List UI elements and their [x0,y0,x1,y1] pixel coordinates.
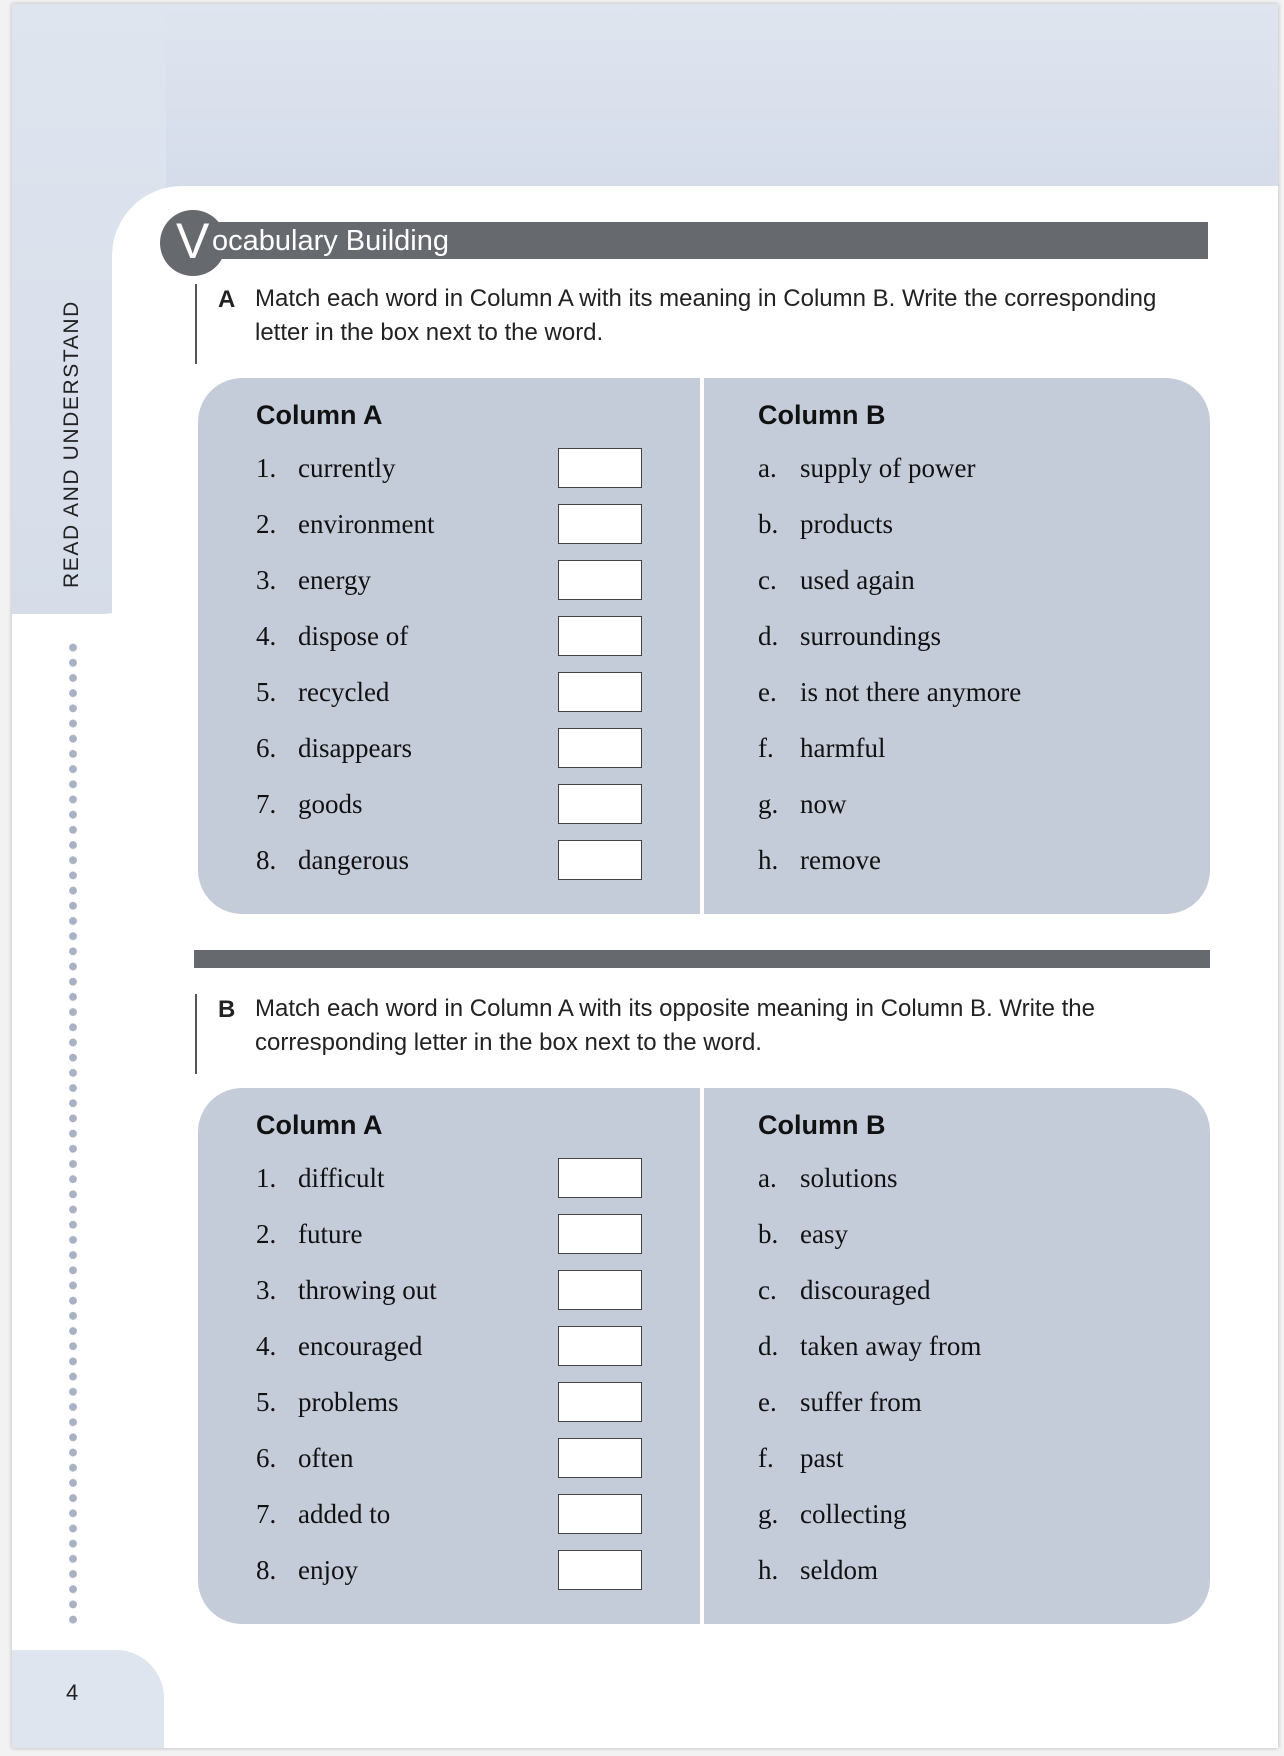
answer-box[interactable] [558,784,642,824]
item-letter: h. [758,845,779,875]
column-b-item [758,1270,930,1310]
answer-box[interactable] [558,1214,642,1254]
item-word: environment [298,509,435,539]
item-letter: e. [758,1387,777,1417]
item-letter: c. [758,565,777,595]
answer-box[interactable] [558,1550,642,1590]
column-b-item [758,784,847,824]
item-letter: g. [758,1499,779,1529]
item-number: 8. [256,845,277,875]
item-letter: g. [758,789,779,819]
column-a-item [256,840,409,880]
column-a-heading: Column A [256,400,383,430]
column-a-item [256,1326,422,1366]
column-b-item [758,1550,878,1590]
column-a-item [256,560,371,600]
item-word: encouraged [298,1331,423,1361]
section-divider [194,950,1210,968]
column-b-item [758,560,915,600]
item-meaning: collecting [800,1499,907,1529]
item-word: often [298,1443,354,1473]
item-number: 2. [256,509,277,539]
column-a-item [256,616,408,656]
column-divider [700,378,704,914]
column-b-item [758,616,941,656]
item-word: problems [298,1387,399,1417]
item-meaning: past [800,1443,844,1473]
item-meaning: taken away from [800,1331,982,1361]
answer-box[interactable] [558,1438,642,1478]
column-b-item [758,728,885,768]
column-b-item [758,1326,981,1366]
item-number: 7. [256,789,277,819]
answer-box[interactable] [558,1270,642,1310]
item-letter: b. [758,509,779,539]
item-letter: h. [758,1555,779,1585]
column-a-heading: Column A [256,1110,383,1140]
item-word: added to [298,1499,391,1529]
item-number: 6. [256,1443,277,1473]
item-meaning: harmful [800,733,886,763]
item-letter: a. [758,1163,777,1193]
item-letter: a. [758,453,777,483]
column-b-item [758,840,881,880]
column-a-item [256,1270,437,1310]
item-word: throwing out [298,1275,437,1305]
answer-box[interactable] [558,840,642,880]
item-word: goods [298,789,363,819]
item-word: difficult [298,1163,385,1193]
instruction-b-rule [195,994,197,1074]
item-number: 5. [256,1387,277,1417]
answer-box[interactable] [558,560,642,600]
column-a-item [256,1214,362,1254]
item-word: currently [298,453,396,483]
item-word: energy [298,565,371,595]
item-number: 4. [256,621,277,651]
column-b-item [758,504,893,544]
exercise-a-instruction: Match each word in Column A with its meaning in Column B. Write the corresponding letter in the box next to the word. [255,285,1157,346]
column-divider [700,1088,704,1624]
item-meaning: seldom [800,1555,878,1585]
column-a-item [256,1382,399,1422]
instruction-a-rule [195,284,197,364]
column-b-heading: Column B [758,1110,886,1140]
item-letter: d. [758,621,779,651]
item-meaning: products [800,509,893,539]
item-number: 8. [256,1555,277,1585]
exercise-b-panel [198,1088,1210,1624]
answer-box[interactable] [558,1158,642,1198]
answer-box[interactable] [558,672,642,712]
column-a-item [256,1158,384,1198]
answer-box[interactable] [558,1494,642,1534]
header-band [12,4,1278,190]
column-a-item [256,1438,353,1478]
page-title: ocabulary Building [212,225,449,257]
item-meaning: easy [800,1219,848,1249]
item-letter: b. [758,1219,779,1249]
exercise-b-letter: B [218,996,236,1023]
item-number: 3. [256,1275,277,1305]
column-a-item [256,1494,390,1534]
column-b-item [758,448,975,488]
exercise-b-instruction: Match each word in Column A with its opposite meaning in Column B. Write the corresponding letter in the box next to the word. [255,995,1095,1056]
exercise-a-letter: A [218,286,236,313]
answer-box[interactable] [558,1326,642,1366]
item-word: future [298,1219,363,1249]
item-word: recycled [298,677,390,707]
answer-box[interactable] [558,616,642,656]
column-a-item [256,672,389,712]
item-meaning: is not there anymore [800,677,1022,707]
item-meaning: now [800,789,847,819]
item-meaning: used again [800,565,915,595]
column-a-item [256,784,363,824]
column-b-heading: Column B [758,400,886,430]
item-number: 7. [256,1499,277,1529]
item-number: 1. [256,453,277,483]
item-letter: f. [758,1443,774,1473]
column-b-item [758,1438,844,1478]
column-a-item [256,728,412,768]
column-b-item [758,1494,906,1534]
column-b-item [758,1158,898,1198]
item-word: dangerous [298,845,409,875]
item-letter: e. [758,677,777,707]
item-meaning: remove [800,845,881,875]
title-initial: V [176,213,210,269]
item-meaning: suffer from [800,1387,922,1417]
page-number: 4 [66,1680,79,1705]
exercise-a-panel [198,378,1210,914]
column-a-item [256,448,395,488]
item-meaning: solutions [800,1163,898,1193]
item-number: 2. [256,1219,277,1249]
answer-box[interactable] [558,1382,642,1422]
page-number-tab [12,1650,164,1748]
item-number: 4. [256,1331,277,1361]
dotted-margin-line [68,640,78,1630]
item-letter: f. [758,733,774,763]
item-letter: d. [758,1331,779,1361]
section-label: READ AND UNDERSTAND [60,300,83,588]
answer-box[interactable] [558,448,642,488]
item-meaning: surroundings [800,621,941,651]
item-meaning: supply of power [800,453,976,483]
column-a-item [256,1550,358,1590]
answer-box[interactable] [558,504,642,544]
column-b-item [758,672,1021,712]
column-a-item [256,504,434,544]
item-letter: c. [758,1275,777,1305]
item-number: 6. [256,733,277,763]
column-b-item [758,1214,848,1254]
item-number: 3. [256,565,277,595]
item-number: 1. [256,1163,277,1193]
item-meaning: discouraged [800,1275,931,1305]
item-number: 5. [256,677,277,707]
item-word: disappears [298,733,412,763]
column-b-item [758,1382,922,1422]
item-word: enjoy [298,1555,358,1585]
item-word: dispose of [298,621,409,651]
answer-box[interactable] [558,728,642,768]
